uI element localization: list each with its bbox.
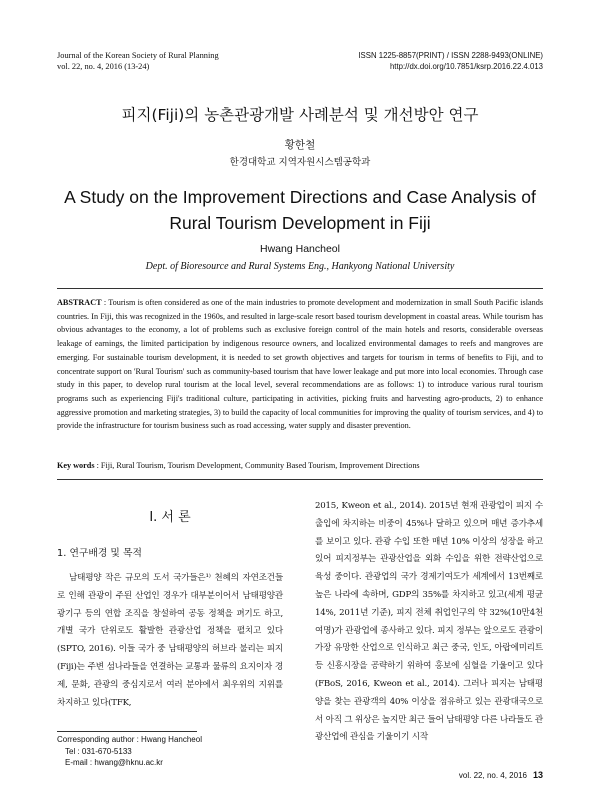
english-title bbox=[0, 184, 600, 236]
english-title-line2: Rural Tourism Development in Fiji bbox=[169, 213, 431, 233]
abstract-top-rule bbox=[57, 288, 543, 289]
keywords-label: Key words bbox=[57, 461, 95, 470]
issn: ISSN 1225-8857(PRINT) / ISSN 2288-9493(ONLINE) bbox=[358, 51, 543, 60]
page-number: 13 bbox=[532, 770, 543, 780]
english-title-line1: A Study on the Improvement Directions and Case Analysis of bbox=[64, 187, 536, 207]
keywords-text: : Fiji, Rural Tourism, Tourism Development, Community Based Tourism, Improvement Directions bbox=[96, 461, 420, 470]
body-column-left: 남태평양 작은 규모의 도서 국가들은¹⁾ 천혜의 자연조건들로 인해 관광이 주된 산업인 경우가 대부분이어서 남태평양관광기구 등의 연합 조직을 창설하여 공동 정책을 펴기도 하고, 개별 국가 단위로도 활발한 관광산업 정책을 펼치고 있다(SPTO, 2016). 이들 국가 중 남태평양의 허브라 불리는 피지(Fiji)는 주변 섬나라들을 연결하는 교통과 물류의 요지이자 경제, 문화, 관광의 중심지로서 여러 분야에서 최우위의 지위를 차지하고 있다(TFK, bbox=[57, 573, 283, 708]
footnote-rule bbox=[57, 731, 197, 732]
journal-header bbox=[57, 50, 219, 72]
english-affiliation: Dept. of Bioresource and Rural Systems Eng., Hankyong National University bbox=[145, 261, 455, 272]
journal-name: Journal of the Korean Society of Rural Planning bbox=[57, 51, 219, 60]
body-column-right: 2015, Kweon et al., 2014). 2015년 현재 관광업이 피지 수출입에 차지하는 비중이 45%나 달하고 있으며 매년 증가추세를 보이고 있다. 관광 수입 또한 매년 10% 이상의 성장을 하고 있어 피지정부는 관광산업을 외화 수입을 위한 전략산업으로 육성 중이다. 관광업의 국가 경제기여도가 세계에서 13번째로 높은 나라에 속하며, GDP의 35%를 차지하고 있고(세계 평균 14%, 2011년 기준), 피지 전체 취업인구의 약 32%(10만4천여명)가 관광업에 종사하고 있다. 피지 정부는 앞으로도 관광이 가장 유망한 산업으로 인식하고 최근 중국, 인도, 아랍에미리트 등 신흥시장을 공략하기 위하여 홍보에 심혈을 기울이고 있다(FBoS, 2016, Kweon et al., 2014). 그러나 피지는 남태평양을 찾는 관광객의 40% 이상을 점유하고 있는 관광대국으로서 아직 그 위상은 높지만 최근 들어 남태평양 다른 나라들도 관광산업에 관심을 기울이기 시작 bbox=[315, 501, 543, 743]
english-author: Hwang Hancheol bbox=[260, 243, 340, 255]
abstract bbox=[57, 296, 543, 433]
keywords bbox=[57, 460, 543, 472]
author-tel: Tel : 031-670-5133 bbox=[65, 746, 132, 756]
abstract-text: : Tourism is often considered as one of the main industries to promote development and modernization in small South Pacific islands countries. In Fiji, this was recognized in the 1960s, and resulted in large-scale resort based tourism development in coastal areas. While tourism has obvious advantages to the economy, a lot of problems such as exclusive foreign control of the main hotels and resorts, considerable overseas leakage of earnings, the limited participation by indigenous resource owners, and localized environmental damages to reefs and mangroves are emerging. For sustainable tourism development, it is needed to set growth objectives and targets for tourism in terms of benefits to Fiji, and to concentrate support on 'Rural Tourism' such as community-based tourism that have lower leakage and put more into local economies. Through case study in this paper, to develop rural tourism at the local level, several recommendations are as follows: 1) to introduce various rural tourism programs such as experiencing Fiji's traditional culture, participating in activities, picking fruits and harvesting agro-products, 2) to enhance aggressive promotion and marketing strategies, 3) to build the capacity of local communities for improving the quality of tourism services, and 4) to provide the infrastructure for tourism business such as road accessing, water supply and disaster prevention. bbox=[57, 298, 544, 431]
doi-link[interactable]: http://dx.doi.org/10.7851/ksrp.2016.22.4.013 bbox=[389, 62, 543, 71]
abstract-label: ABSTRACT bbox=[57, 298, 102, 307]
abstract-bottom-rule bbox=[57, 479, 543, 480]
korean-affiliation: 한경대학교 지역자원시스템공학과 bbox=[229, 157, 371, 168]
footnote bbox=[57, 734, 202, 769]
footer-volume: vol. 22, no. 4, 2016 bbox=[458, 771, 527, 780]
korean-author: 황한철 bbox=[284, 139, 316, 151]
author-email[interactable]: E-mail : hwang@hknu.ac.kr bbox=[65, 758, 163, 767]
subsection-title: 1. 연구배경 및 목적 bbox=[57, 548, 142, 559]
issn-header bbox=[358, 50, 543, 72]
corresponding-author: Corresponding author : Hwang Hancheol bbox=[57, 735, 202, 744]
page-footer bbox=[459, 770, 543, 780]
journal-volume: vol. 22, no. 4, 2016 (13-24) bbox=[57, 62, 150, 71]
korean-title: 피지(Fiji)의 농촌관광개발 사례분석 및 개선방안 연구 bbox=[121, 106, 479, 124]
section-title: Ⅰ. 서 론 bbox=[149, 510, 191, 525]
